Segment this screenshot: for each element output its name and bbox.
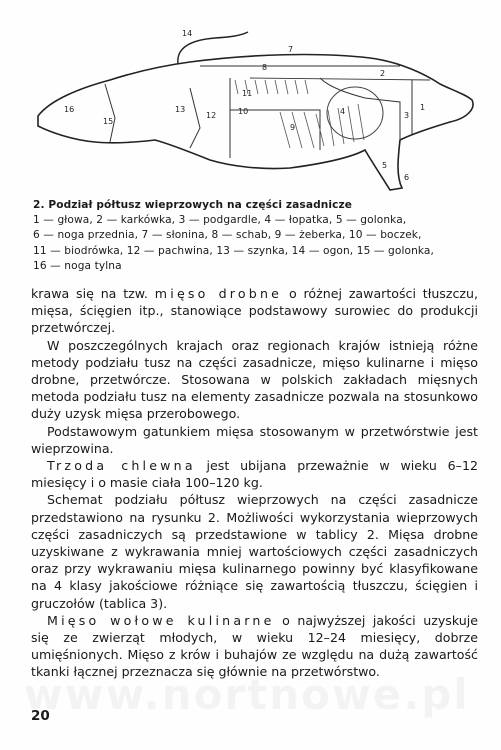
label-9: 9 [290, 123, 296, 132]
label-6: 6 [404, 173, 410, 182]
text-run: jest ubijana przeważnie w wieku 6–12 miesięcy i o masie ciała 100–120 kg. [31, 458, 478, 491]
label-3: 3 [404, 111, 410, 120]
label-4: 4 [340, 107, 346, 116]
emphasized-term: mięso drobne [154, 286, 283, 301]
label-8: 8 [262, 63, 268, 72]
text-run: Podstawowym gatunkiem mięsa stosowanym w przetwórstwie jest wieprzowina. [31, 423, 478, 456]
label-1: 1 [420, 103, 426, 112]
label-13: 13 [175, 105, 186, 114]
label-14: 14 [182, 29, 193, 38]
caption-line: 1 — głowa, 2 — karkówka, 3 — podgardle, 4 — łopatka, 5 — golonka, [33, 214, 407, 227]
caption-line: 6 — noga przednia, 7 — słonina, 8 — schab, 9 — żeberka, 10 — boczek, [33, 229, 422, 242]
label-7: 7 [288, 45, 294, 54]
cut-line-2 [250, 78, 430, 80]
label-10: 10 [238, 107, 249, 116]
cut-line-12 [190, 88, 200, 148]
label-15: 15 [103, 117, 114, 126]
emphasized-term: Mięso wołowe kulinarne [47, 612, 275, 628]
text-run: o różnej zawartości tłuszczu, mięsa, ścięgien itp., stanowiące podstawowy surowiec do produkcji przetwórczej. [31, 286, 478, 336]
caption-line: 16 — noga tylna [33, 259, 122, 272]
cut-line-10 [230, 110, 320, 150]
body-text [31, 285, 478, 681]
label-16: 16 [64, 105, 75, 114]
label-11: 11 [242, 89, 253, 98]
emphasized-term: Trzoda chlewna [47, 458, 196, 474]
text-run: Schemat podziału półtusz wieprzowych na części zasadnicze przedstawiono na rysunku 2. Możliwości wykorzystania wieprzowych części zasadniczych są przedstawione w tablicy 2. Mięsa drobne uzyskiwane z wykrawania mniej wartościowych części zasadniczych oraz przy wykrawaniu mięsa kulinarnego powinny być klasyfikowane na 4 klasy jakościowe różniące się zawartością tłuszczu, ścięgien i gruczołów (tablica 3). [31, 492, 478, 611]
paragraph [31, 285, 478, 337]
pork-carcass-diagram [20, 18, 490, 203]
text-run: W poszczególnych krajach oraz regionach krajów istnieją różne metody podziału tusz na części zasadnicze, mięso kulinarne i mięso drobne, przetwórcze. Stosowana w polskich zakładach mięsnych metoda podziału tusz na elementy zasadnicze pozwala na stosunkowo duży uzysk mięsa przerobowego. [31, 337, 478, 422]
cut-line-15 [105, 84, 115, 142]
watermark [24, 670, 494, 730]
caption-title: 2. Podział półtusz wieprzowych na części zasadnicze [33, 199, 353, 211]
paragraph [31, 491, 478, 611]
label-5: 5 [382, 161, 388, 170]
paragraph [31, 457, 478, 491]
paragraph [31, 337, 478, 423]
text-run: o najwyższej jakości uzyskuje się ze zwierząt młodych, w wieku 12–24 miesięcy, dobrze umięśnionych. Mięso z krów i buhajów ze względu na dużą zawartość tkanki łącznej przeznacza się głównie na przetwórstwo. [31, 612, 478, 680]
figure-caption [33, 198, 478, 274]
page-number: 20 [31, 708, 50, 724]
carcass-illustration [20, 18, 490, 203]
text-run: krawa się na tzw. [31, 286, 155, 301]
caption-line: 11 — biodrówka, 12 — pachwina, 13 — szynka, 14 — ogon, 15 — golonka, [33, 244, 434, 257]
paragraph [31, 423, 478, 457]
label-12: 12 [206, 111, 217, 120]
label-2: 2 [380, 69, 386, 78]
